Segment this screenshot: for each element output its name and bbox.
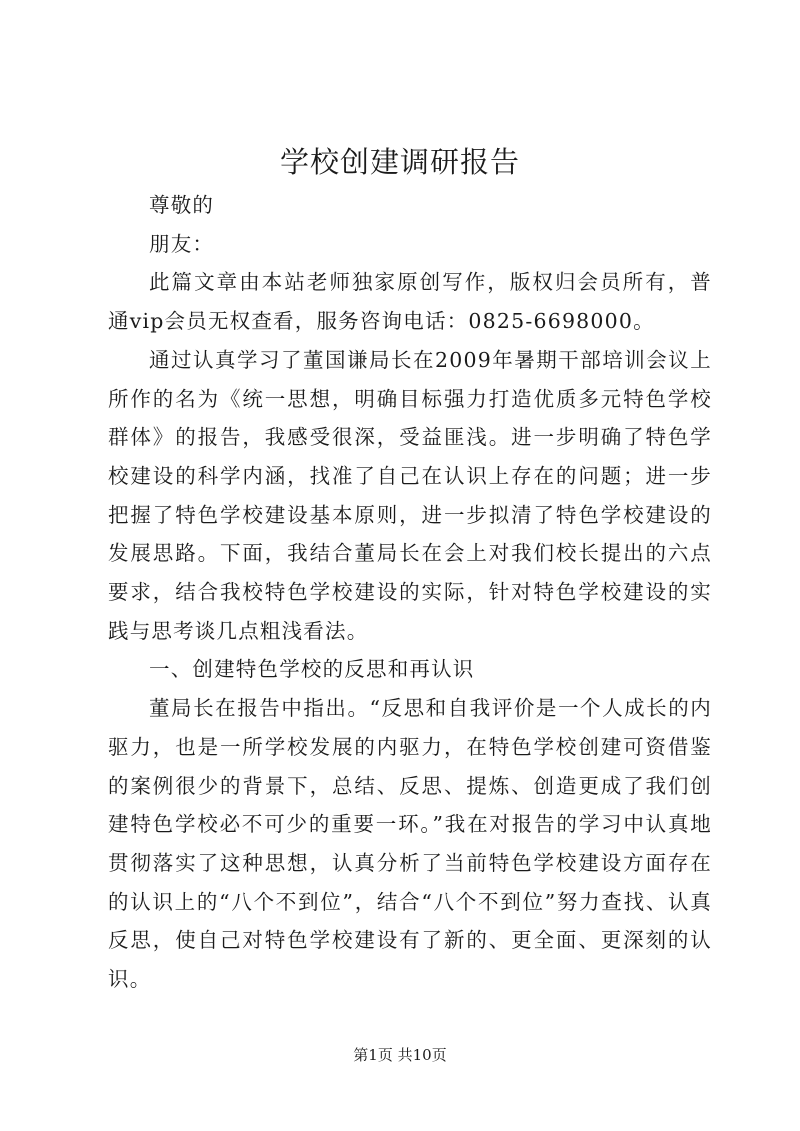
page-footer: 第1页 共10页 [353,1046,447,1064]
document-body [108,186,712,999]
paragraph-copyright-notice: 此篇文章由本站老师独家原创写作，版权归会员所有，普通vip会员无权查看，服务咨询电话：0825-6698000。 [108,270,712,334]
document-title: 学校创建调研报告 [279,145,520,179]
paragraph-introduction: 通过认真学习了董国谦局长在2009年暑期干部培训会议上所作的名为《统一思想，明确目标强力打造优质多元特色学校群体》的报告，我感受很深，受益匪浅。进一步明确了特色学校建设的科学内涵，找准了自己在认识上存在的问题；进一步把握了特色学校建设基本原则，进一步拟清了特色学校建设的发展思路。下面，我结合董局长在会上对我们校长提出的六点要求，结合我校特色学校建设的实际，针对特色学校建设的实践与思考谈几点粗浅看法。 [108,347,712,643]
paragraph-salutation-2: 朋友： [149,231,215,256]
section-heading-1: 一、创建特色学校的反思和再认识 [149,657,475,682]
paragraph-section-1-body: 董局长在报告中指出。“反思和自我评价是一个人成长的内驱力，也是一所学校发展的内驱力，在特色学校创建可资借鉴的案例很少的背景下，总结、反思、提炼、创造更成了我们创建特色学校必不可少的重要一环。”我在对报告的学习中认真地贯彻落实了这种思想，认真分析了当前特色学校建设方面存在的认识上的“八个不到位”，结合“八个不到位”努力查找、认真反思，使自己对特色学校建设有了新的、更全面、更深刻的认识。 [108,696,712,992]
paragraph-salutation-1: 尊敬的 [149,193,215,217]
